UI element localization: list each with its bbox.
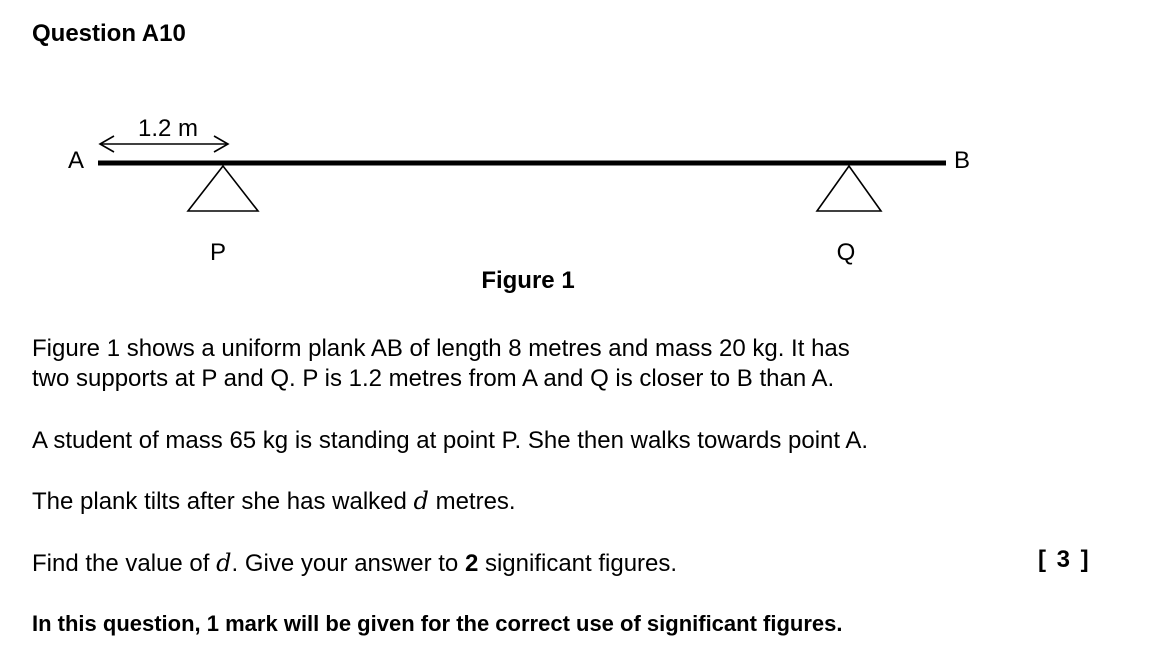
paragraph-task-after: significant figures. [478, 550, 678, 577]
question-title: Question A10 [32, 20, 186, 47]
paragraph-setup [32, 334, 1032, 394]
paragraph-task [32, 548, 677, 579]
paragraph-tilt-before: The plank tilts after she has walked [32, 488, 414, 515]
variable-d: d [216, 549, 232, 577]
paragraph-setup-line1: Figure 1 shows a uniform plank AB of length 8 metres and mass 20 kg. It has [32, 335, 850, 362]
support-p-label: P [209, 239, 227, 266]
marks-label: [ 3 ] [1038, 546, 1091, 573]
paragraph-tilt [32, 486, 516, 517]
figure-caption: Figure 1 [481, 267, 575, 294]
sig-fig-count: 2 [464, 550, 479, 577]
paragraph-setup-line2: two supports at P and Q. P is 1.2 metres from A and Q is closer to B than A. [32, 365, 835, 392]
paragraph-task-mid: . Give your answer to [231, 550, 465, 577]
dimension-label: 1.2 m [137, 115, 199, 142]
paragraph-task-before: Find the value of [32, 550, 217, 577]
support-q [817, 166, 881, 211]
support-p [188, 166, 258, 211]
paragraph-tilt-after: metres. [428, 488, 516, 515]
end-a-label: A [67, 147, 85, 174]
plank-diagram [0, 0, 1158, 300]
sig-fig-note: In this question, 1 mark will be given for the correct use of significant figures. [32, 611, 843, 636]
support-q-label: Q [836, 239, 856, 266]
paragraph-student: A student of mass 65 kg is standing at point P. She then walks towards point A. [32, 427, 869, 454]
end-b-label: B [953, 147, 971, 174]
variable-d: d [413, 487, 429, 515]
